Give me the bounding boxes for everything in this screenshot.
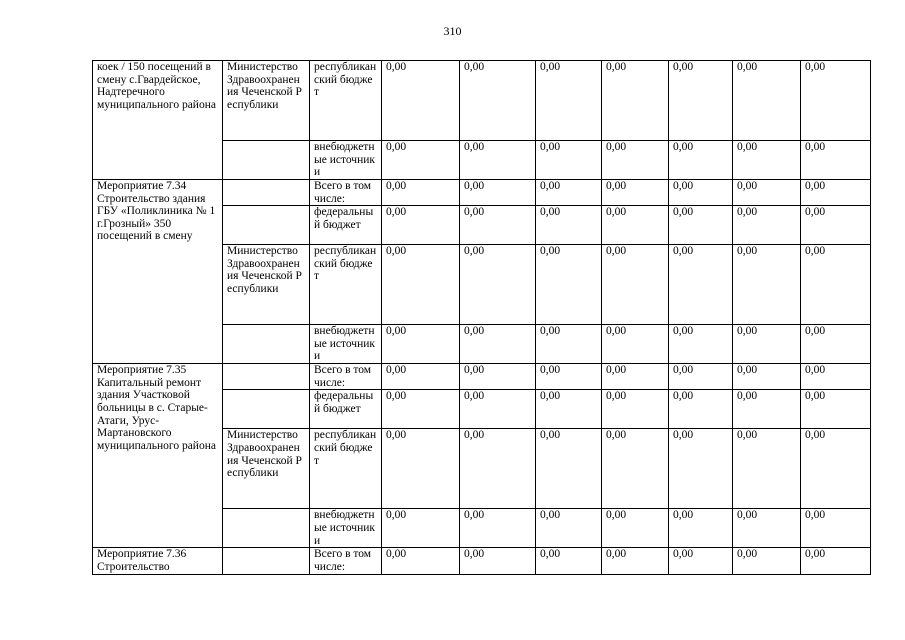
funding-source-cell: внебюджетные источники bbox=[310, 325, 382, 364]
executor-cell bbox=[223, 548, 310, 574]
value-cell: 0,00 bbox=[801, 206, 871, 245]
value-cell: 0,00 bbox=[536, 245, 602, 325]
value-cell: 0,00 bbox=[733, 325, 801, 364]
value-cell: 0,00 bbox=[602, 61, 669, 141]
value-cell: 0,00 bbox=[382, 245, 460, 325]
value-cell: 0,00 bbox=[382, 325, 460, 364]
funding-source-cell: республиканский бюджет bbox=[310, 429, 382, 509]
value-cell: 0,00 bbox=[733, 509, 801, 548]
value-cell: 0,00 bbox=[733, 141, 801, 180]
value-cell: 0,00 bbox=[801, 548, 871, 574]
value-cell: 0,00 bbox=[669, 325, 733, 364]
funding-source-cell: внебюджетные источники bbox=[310, 141, 382, 180]
executor-cell bbox=[223, 206, 310, 245]
page-number: 310 bbox=[443, 24, 462, 38]
value-cell: 0,00 bbox=[801, 390, 871, 429]
value-cell: 0,00 bbox=[733, 206, 801, 245]
value-cell: 0,00 bbox=[536, 509, 602, 548]
value-cell: 0,00 bbox=[536, 429, 602, 509]
value-cell: 0,00 bbox=[382, 141, 460, 180]
value-cell: 0,00 bbox=[460, 325, 536, 364]
value-cell: 0,00 bbox=[602, 325, 669, 364]
value-cell: 0,00 bbox=[460, 180, 536, 206]
executor-cell bbox=[223, 509, 310, 548]
value-cell: 0,00 bbox=[460, 509, 536, 548]
value-cell: 0,00 bbox=[460, 548, 536, 574]
value-cell: 0,00 bbox=[669, 509, 733, 548]
value-cell: 0,00 bbox=[669, 206, 733, 245]
funding-source-cell: республиканский бюджет bbox=[310, 61, 382, 141]
measure-name-cell: Мероприятие 7.36 Строительство bbox=[93, 548, 223, 574]
value-cell: 0,00 bbox=[733, 61, 801, 141]
value-cell: 0,00 bbox=[801, 509, 871, 548]
value-cell: 0,00 bbox=[602, 180, 669, 206]
value-cell: 0,00 bbox=[536, 548, 602, 574]
measure-name-cell: коек / 150 посещений в смену с.Гвардейское, Надтеречного муниципального района bbox=[93, 61, 223, 180]
value-cell: 0,00 bbox=[669, 180, 733, 206]
value-cell: 0,00 bbox=[536, 180, 602, 206]
value-cell: 0,00 bbox=[602, 429, 669, 509]
executor-cell: Министерство Здравоохранения Чеченской Республики bbox=[223, 245, 310, 325]
value-cell: 0,00 bbox=[733, 364, 801, 390]
value-cell: 0,00 bbox=[602, 245, 669, 325]
funding-source-cell: федеральный бюджет bbox=[310, 390, 382, 429]
value-cell: 0,00 bbox=[536, 206, 602, 245]
value-cell: 0,00 bbox=[669, 390, 733, 429]
value-cell: 0,00 bbox=[733, 429, 801, 509]
value-cell: 0,00 bbox=[382, 429, 460, 509]
value-cell: 0,00 bbox=[602, 548, 669, 574]
value-cell: 0,00 bbox=[382, 206, 460, 245]
executor-cell bbox=[223, 180, 310, 206]
value-cell: 0,00 bbox=[460, 364, 536, 390]
value-cell: 0,00 bbox=[460, 61, 536, 141]
value-cell: 0,00 bbox=[801, 429, 871, 509]
table-row bbox=[93, 548, 871, 574]
value-cell: 0,00 bbox=[536, 141, 602, 180]
executor-cell bbox=[223, 390, 310, 429]
value-cell: 0,00 bbox=[669, 429, 733, 509]
funding-source-cell: Всего в том числе: bbox=[310, 364, 382, 390]
value-cell: 0,00 bbox=[382, 180, 460, 206]
value-cell: 0,00 bbox=[733, 180, 801, 206]
value-cell: 0,00 bbox=[801, 180, 871, 206]
value-cell: 0,00 bbox=[801, 61, 871, 141]
value-cell: 0,00 bbox=[460, 390, 536, 429]
measure-name-cell: Мероприятие 7.34 Строительство здания ГБУ «Поликлиника № 1 г.Грозный» 350 посещений в смену bbox=[93, 180, 223, 364]
value-cell: 0,00 bbox=[733, 390, 801, 429]
value-cell: 0,00 bbox=[536, 364, 602, 390]
executor-cell: Министерство Здравоохранения Чеченской Республики bbox=[223, 429, 310, 509]
value-cell: 0,00 bbox=[669, 245, 733, 325]
value-cell: 0,00 bbox=[669, 364, 733, 390]
funding-source-cell: Всего в том числе: bbox=[310, 180, 382, 206]
value-cell: 0,00 bbox=[733, 245, 801, 325]
measure-name-cell: Мероприятие 7.35 Капитальный ремонт здания Участковой больницы в с. Старые-Атаги, Урус-Мартановского муниципального района bbox=[93, 364, 223, 548]
table-row bbox=[93, 364, 871, 390]
value-cell: 0,00 bbox=[669, 548, 733, 574]
executor-cell: Министерство Здравоохранения Чеченской Республики bbox=[223, 61, 310, 141]
budget-table bbox=[92, 60, 871, 575]
value-cell: 0,00 bbox=[460, 429, 536, 509]
value-cell: 0,00 bbox=[602, 206, 669, 245]
value-cell: 0,00 bbox=[460, 206, 536, 245]
value-cell: 0,00 bbox=[602, 509, 669, 548]
value-cell: 0,00 bbox=[669, 141, 733, 180]
value-cell: 0,00 bbox=[382, 364, 460, 390]
executor-cell bbox=[223, 325, 310, 364]
funding-source-cell: федеральный бюджет bbox=[310, 206, 382, 245]
value-cell: 0,00 bbox=[382, 548, 460, 574]
table-row bbox=[93, 61, 871, 141]
executor-cell bbox=[223, 141, 310, 180]
value-cell: 0,00 bbox=[602, 390, 669, 429]
funding-source-cell: республиканский бюджет bbox=[310, 245, 382, 325]
value-cell: 0,00 bbox=[801, 325, 871, 364]
value-cell: 0,00 bbox=[602, 364, 669, 390]
executor-cell bbox=[223, 364, 310, 390]
value-cell: 0,00 bbox=[801, 245, 871, 325]
value-cell: 0,00 bbox=[602, 141, 669, 180]
funding-source-cell: внебюджетные источники bbox=[310, 509, 382, 548]
value-cell: 0,00 bbox=[801, 364, 871, 390]
value-cell: 0,00 bbox=[382, 61, 460, 141]
value-cell: 0,00 bbox=[669, 61, 733, 141]
value-cell: 0,00 bbox=[460, 141, 536, 180]
value-cell: 0,00 bbox=[536, 325, 602, 364]
funding-source-cell: Всего в том числе: bbox=[310, 548, 382, 574]
value-cell: 0,00 bbox=[460, 245, 536, 325]
table-row bbox=[93, 180, 871, 206]
value-cell: 0,00 bbox=[382, 509, 460, 548]
value-cell: 0,00 bbox=[536, 390, 602, 429]
value-cell: 0,00 bbox=[733, 548, 801, 574]
value-cell: 0,00 bbox=[801, 141, 871, 180]
value-cell: 0,00 bbox=[382, 390, 460, 429]
value-cell: 0,00 bbox=[536, 61, 602, 141]
